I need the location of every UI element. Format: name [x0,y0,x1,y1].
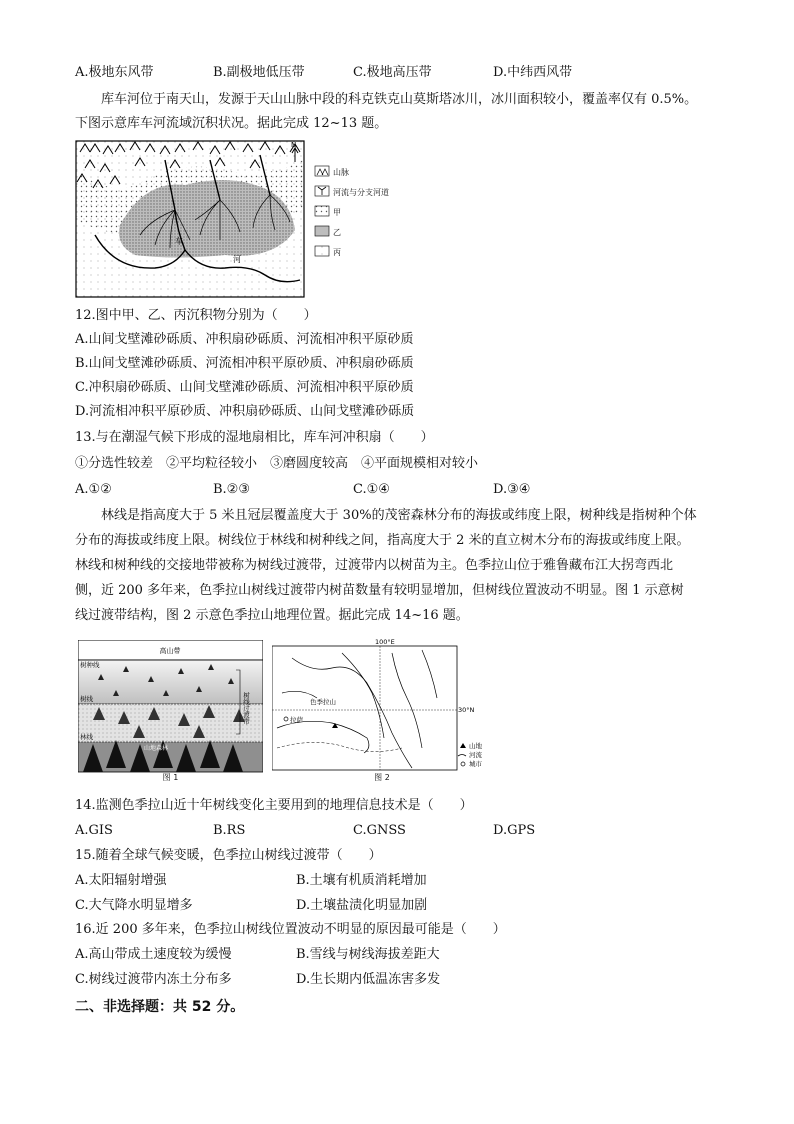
fig2-legend-city: 城市 [469,760,482,768]
q13-option-a: A.①② [75,482,112,497]
q15-option-d: D.土壤盐渍化明显加剧 [296,898,428,913]
fig1-label-species-line: 树种线 [80,661,100,669]
fig1-label-forest-line: 林线 [80,733,93,741]
fig1-label-alpine: 高山带 [159,647,181,655]
passage1-line-1: 库车河位于南天山，发源于天山山脉中段的科克铁克山莫斯塔冰川，冰川面积较小，覆盖率仅有 0.5%。 [101,92,698,107]
q15-option-b: B.土壤有机质消耗增加 [296,873,427,888]
q14-option-b: B.RS [213,823,246,838]
passage2-line-2: 分布的海拔或纬度上限。树线位于林线和树种线之间，指高度大于 2 米的直立树木分布的海拔或纬度上限。 [75,533,690,548]
passage2-line-4: 侧，近 200 多年来，色季拉山树线过渡带内树苗数量有较明显增加，但树线位置波动不明显。图 1 示意树 [75,583,684,598]
section2-heading: 二、非选择题：共 52 分。 [75,999,245,1015]
q13-option-c: C.①④ [353,482,390,497]
q16-option-b: B.雪线与树线海拔差距大 [296,947,440,962]
kuche-basin-map [75,140,405,300]
q14-option-a: A.GIS [75,823,113,838]
passage2-line-1: 林线是指高度大于 5 米且冠层覆盖度大于 30%的茂密森林分布的海拔或纬度上限，树种线是指树种个体 [101,508,697,523]
q13-option-d: D.③④ [493,482,531,497]
passage1-line-2: 下图示意库车河流域沉积状况。据此完成 12~13 题。 [75,116,388,131]
q14-option-c: C.GNSS [353,823,406,838]
fig2-legend-mountain: 山地 [469,742,482,750]
q15-stem: 15.随着全球气候变暖，色季拉山树线过渡带（ ） [75,848,382,863]
fig2-legend-river: 河流 [469,751,482,759]
fig2-label-lat: 30°N [458,706,475,714]
q13-stem: 13.与在潮湿气候下形成的湿地扇相比，库车河冲积扇（ ） [75,430,434,445]
q12-option-c: C.冲积扇砂砾质、山间戈壁滩砂砾质、河流相冲积平原砂质 [75,380,414,395]
q12-option-a: A.山间戈壁滩砂砾质、冲积扇砂砾质、河流相冲积平原砂质 [75,332,414,347]
map1-river-label-2: 河 [233,255,241,264]
fig2-caption: 图 2 [374,773,390,782]
legend-jia-swatch [315,206,329,216]
fig1-label-transition: 树线过渡带 [242,692,250,725]
q14-option-d: D.GPS [493,823,536,838]
map1-legend [315,166,329,256]
legend-label-river: 河流与分支河道 [333,188,389,197]
fig2-city-marker-icon [284,717,288,721]
q11-option-a: A.极地东风带 [75,65,154,80]
q12-option-b: B.山间戈壁滩砂砾质、河流相冲积平原砂质、冲积扇砂砾质 [75,356,414,371]
q12-stem: 12.图中甲、乙、丙沉积物分别为（ ） [75,308,317,323]
fig2-label-lon: 100°E [375,638,395,646]
fig1-treeline-diagram [78,640,263,785]
q11-option-d: D.中纬西风带 [493,65,573,80]
q15-option-a: A.太阳辐射增强 [75,873,167,888]
q16-option-d: D.生长期内低温冻害多发 [296,972,441,987]
q11-option-b: B.副极地低压带 [213,65,305,80]
legend-bing-swatch [315,246,329,256]
map1-river-label-1: 车 [175,237,183,246]
fig1-label-forest: 山地森林 [144,745,169,752]
q16-stem: 16.近 200 多年来，色季拉山树线位置波动不明显的原因最可能是（ ） [75,922,506,937]
legend-yi-swatch [315,226,329,236]
fig2-legend-city-icon [461,762,465,766]
q16-option-c: C.树线过渡带内冻土分布多 [75,972,232,987]
fig2-label-mountain: 色季拉山 [310,698,336,706]
fig2-legend-mountain-icon [460,743,466,748]
q13-items: ①分选性较差 ②平均粒径较小 ③磨圆度较高 ④平面规模相对较小 [75,456,479,471]
legend-label-yi: 乙 [333,228,341,237]
legend-label-bing: 丙 [333,248,341,257]
fig2-legend-river-icon [458,755,466,757]
q15-option-c: C.大气降水明显增多 [75,898,193,913]
fig2-location-map [272,638,492,785]
q12-option-d: D.河流相冲积平原砂质、冲积扇砂砾质、山间戈壁滩砂砾质 [75,404,415,419]
svg-text:N: N [291,141,297,149]
fig1-caption: 图 1 [162,773,179,782]
q14-stem: 14.监测色季拉山近十年树线变化主要用到的地理信息技术是（ ） [75,798,473,813]
legend-label-mountain: 山脉 [333,168,349,177]
passage2-line-5: 线过渡带结构，图 2 示意色季拉山地理位置。据此完成 14~16 题。 [75,608,469,623]
fig1-label-tree-line: 树线 [80,695,93,703]
fig2-label-city: 拉萨 [290,716,303,724]
passage2-line-3: 林线和树种线的交接地带被称为树线过渡带，过渡带内以树苗为主。色季拉山位于雅鲁藏布江大拐弯西北 [75,558,674,573]
q16-option-a: A.高山带成土速度较为缓慢 [75,947,232,962]
legend-label-jia: 甲 [333,208,341,217]
q11-option-c: C.极地高压带 [353,65,432,80]
q13-option-b: B.②③ [213,482,250,497]
